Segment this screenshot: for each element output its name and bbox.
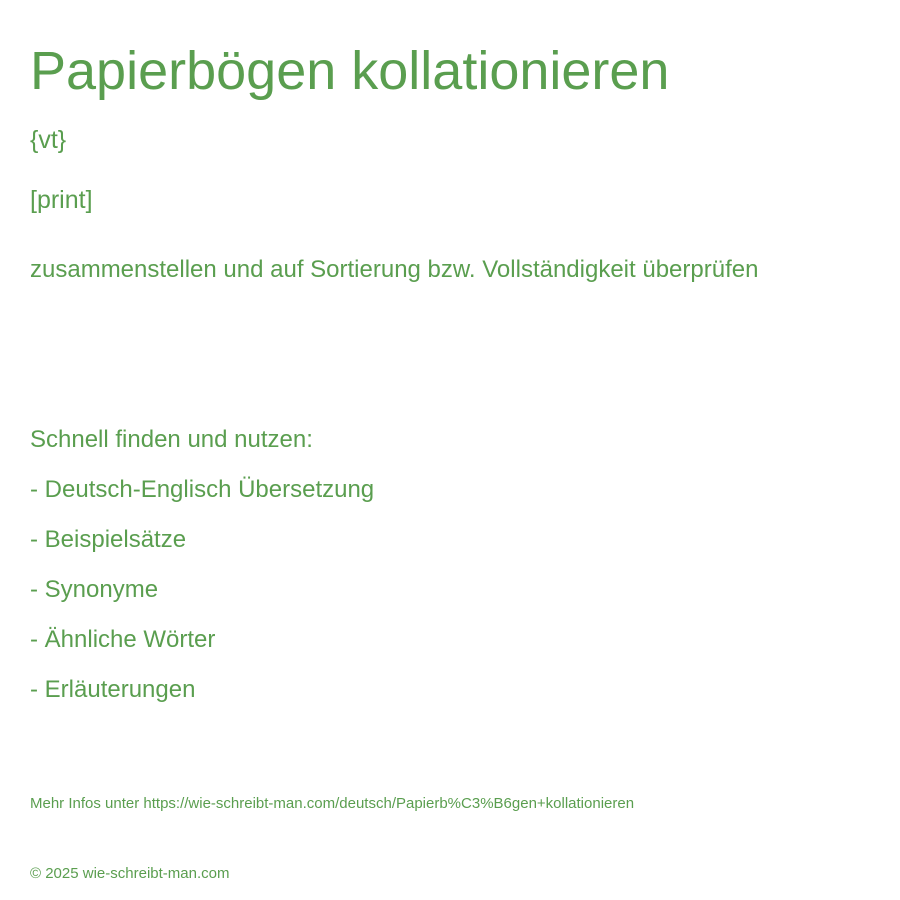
features-list (30, 474, 374, 724)
more-info-text: Mehr Infos unter https://wie-schreibt-man.com/deutsch/Papierb%C3%B6gen+kollationieren (30, 795, 635, 812)
features-heading: Schnell finden und nutzen: (30, 426, 313, 453)
copyright-text: © 2025 wie-schreibt-man.com (30, 865, 230, 882)
definition: zusammenstellen und auf Sortierung bzw. Vollständigkeit überprüfen (30, 256, 759, 283)
feature-item-explanations: - Erläuterungen (30, 676, 196, 703)
feature-item-translation: - Deutsch-Englisch Übersetzung (30, 476, 375, 503)
entry-title: Papierbögen kollationieren (30, 41, 670, 101)
feature-item-synonyms: - Synonyme (30, 576, 159, 603)
usage-label: [print] (30, 186, 93, 214)
feature-item-example-sentences: - Beispielsätze (30, 526, 187, 553)
part-of-speech: {vt} (30, 126, 67, 154)
feature-item-similar-words: - Ähnliche Wörter (30, 626, 216, 653)
page (30, 0, 880, 900)
